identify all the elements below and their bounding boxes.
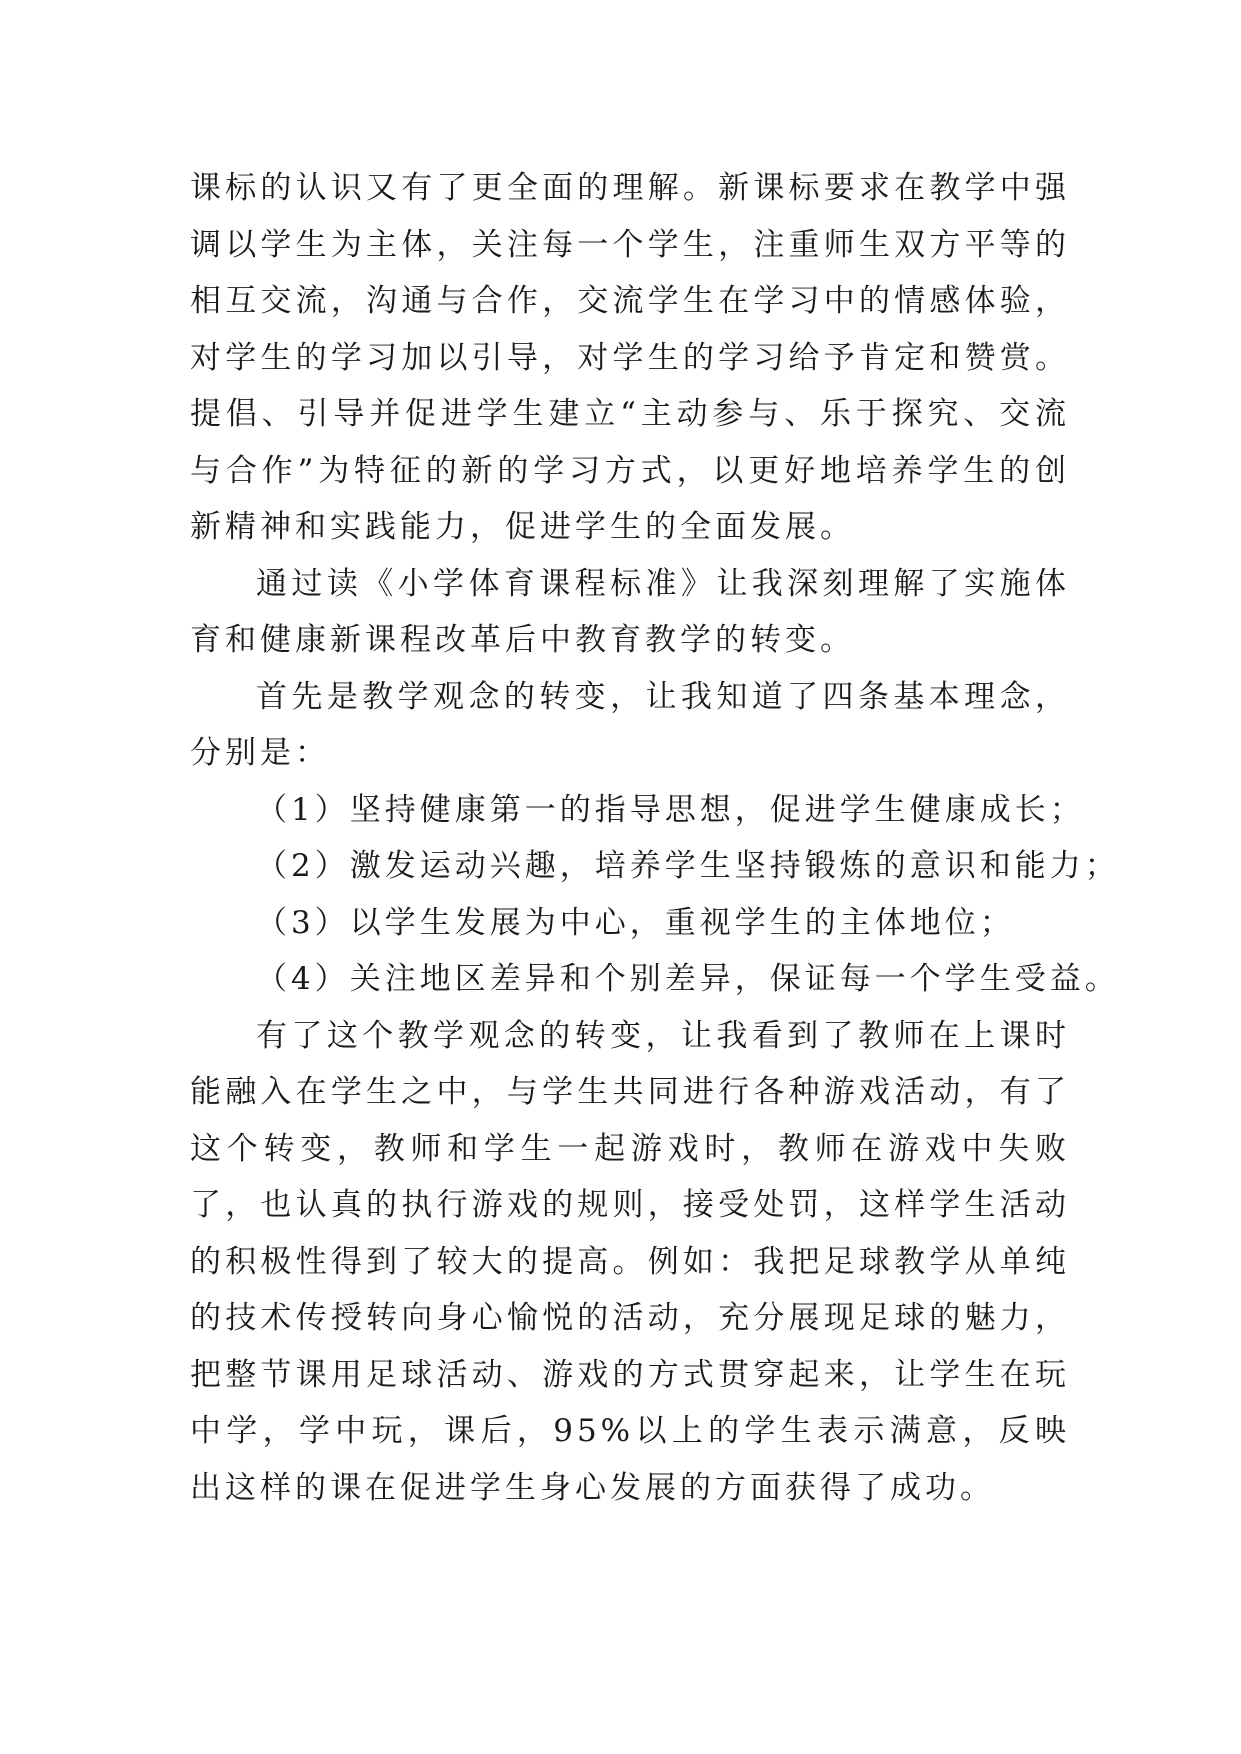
list-item-2: （2）激发运动兴趣，培养学生坚持锻炼的意识和能力； xyxy=(256,848,1120,884)
list-item-4: （4）关注地区差异和个别差异，保证每一个学生受益。 xyxy=(256,961,1120,997)
document-body xyxy=(190,160,1120,1516)
paragraph-teaching-concept: 首先是教学观念的转变，让我知道了四条基本理念，分别是： xyxy=(190,678,1070,771)
paragraph-curriculum-standard: 通过读《小学体育课程标准》让我深刻理解了实施体育和健康新课程改革后中教育教学的转变。 xyxy=(190,565,1070,658)
paragraph-closing: 有了这个教学观念的转变，让我看到了教师在上课时能融入在学生之中，与学生共同进行各种游戏活动，有了这个转变，教师和学生一起游戏时，教师在游戏中失败了，也认真的执行游戏的规则，接受处罚，这样学生活动的积极性得到了较大的提高。例如：我把足球教学从单纯的技术传授转向身心愉悦的活动，充分展现足球的魅力，把整节课用足球活动、游戏的方式贯穿起来，让学生在玩中学，学中玩，课后，95%以上的学生表示满意，反映出这样的课在促进学生身心发展的方面获得了成功。 xyxy=(190,1017,1070,1506)
list-item-1: （1）坚持健康第一的指导思想，促进学生健康成长； xyxy=(256,791,1085,828)
paragraph-intro: 课标的认识又有了更全面的理解。新课标要求在教学中强调以学生为主体，关注每一个学生，注重师生双方平等的相互交流，沟通与合作，交流学生在学习中的情感体验，对学生的学习加以引导，对学生的学习给予肯定和赞赏。提倡、引导并促进学生建立“主动参与、乐于探究、交流与合作”为特征的新的学习方式，以更好地培养学生的创新精神和实践能力，促进学生的全面发展。 xyxy=(190,170,1070,545)
list-item-3: （3）以学生发展为中心，重视学生的主体地位； xyxy=(256,904,1015,941)
